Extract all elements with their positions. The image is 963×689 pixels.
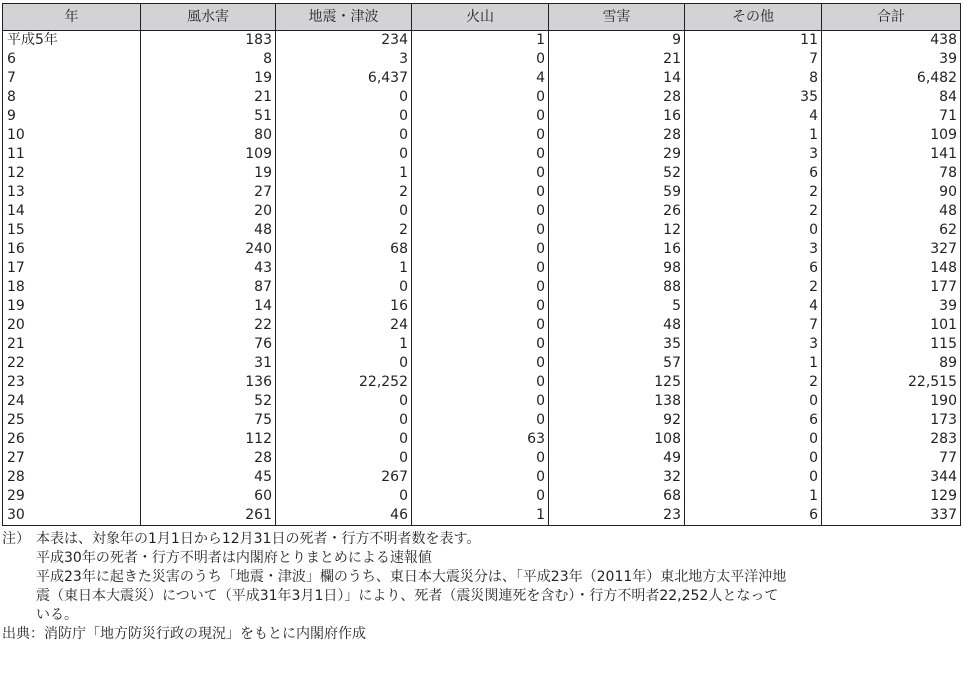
cell-storm-flood: 60 — [141, 487, 276, 506]
table-row — [3, 449, 961, 468]
cell-storm-flood: 112 — [141, 430, 276, 449]
cell-snow: 88 — [549, 278, 685, 297]
cell-storm-flood: 136 — [141, 373, 276, 392]
cell-other: 6 — [685, 506, 822, 526]
note-line-2: 平成30年の死者・行方不明者は内閣府とりまとめによる速報値 — [36, 550, 432, 566]
cell-year: 17 — [3, 259, 141, 278]
cell-earthquake-tsunami: 22,252 — [276, 373, 412, 392]
table-row — [3, 126, 961, 145]
cell-volcano: 0 — [412, 126, 549, 145]
cell-year: 8 — [3, 88, 141, 107]
cell-earthquake-tsunami: 24 — [276, 316, 412, 335]
cell-other: 6 — [685, 164, 822, 183]
cell-year: 21 — [3, 335, 141, 354]
table-row — [3, 297, 961, 316]
cell-other: 0 — [685, 468, 822, 487]
cell-snow: 35 — [549, 335, 685, 354]
cell-year: 26 — [3, 430, 141, 449]
source-label: 出典： — [2, 626, 44, 642]
note-line-3: 平成23年に起きた災害のうち「地震・津波」欄のうち、東日本大震災分は、「平成23年（2011年）東北地方太平洋沖地 — [36, 569, 787, 585]
cell-total: 177 — [822, 278, 961, 297]
cell-volcano: 0 — [412, 240, 549, 259]
cell-storm-flood: 8 — [141, 50, 276, 69]
cell-storm-flood: 48 — [141, 221, 276, 240]
cell-total: 344 — [822, 468, 961, 487]
table-row — [3, 373, 961, 392]
note-label: 注） — [2, 531, 30, 547]
cell-total: 90 — [822, 183, 961, 202]
table-row — [3, 468, 961, 487]
cell-total: 71 — [822, 107, 961, 126]
cell-snow: 52 — [549, 164, 685, 183]
cell-snow: 98 — [549, 259, 685, 278]
cell-earthquake-tsunami: 6,437 — [276, 69, 412, 88]
cell-total: 77 — [822, 449, 961, 468]
cell-year: 平成5年 — [3, 31, 141, 51]
cell-earthquake-tsunami: 1 — [276, 164, 412, 183]
cell-total: 141 — [822, 145, 961, 164]
cell-total: 190 — [822, 392, 961, 411]
cell-total: 337 — [822, 506, 961, 526]
cell-total: 148 — [822, 259, 961, 278]
cell-storm-flood: 20 — [141, 202, 276, 221]
cell-earthquake-tsunami: 2 — [276, 221, 412, 240]
cell-snow: 57 — [549, 354, 685, 373]
table-row — [3, 259, 961, 278]
cell-volcano: 0 — [412, 221, 549, 240]
cell-earthquake-tsunami: 0 — [276, 392, 412, 411]
cell-other: 2 — [685, 373, 822, 392]
disaster-casualty-table — [2, 3, 961, 526]
cell-volcano: 0 — [412, 411, 549, 430]
cell-volcano: 0 — [412, 88, 549, 107]
table-row — [3, 145, 961, 164]
cell-earthquake-tsunami: 0 — [276, 278, 412, 297]
cell-total: 115 — [822, 335, 961, 354]
cell-other: 8 — [685, 69, 822, 88]
header-other: その他 — [685, 4, 822, 31]
header-snow: 雪害 — [549, 4, 685, 31]
cell-volcano: 0 — [412, 50, 549, 69]
cell-volcano: 0 — [412, 316, 549, 335]
table-row — [3, 183, 961, 202]
cell-other: 0 — [685, 449, 822, 468]
cell-total: 173 — [822, 411, 961, 430]
cell-earthquake-tsunami: 0 — [276, 487, 412, 506]
cell-volcano: 0 — [412, 297, 549, 316]
cell-other: 2 — [685, 278, 822, 297]
header-total: 合計 — [822, 4, 961, 31]
note-body — [36, 530, 960, 625]
cell-storm-flood: 27 — [141, 183, 276, 202]
table-row — [3, 487, 961, 506]
cell-snow: 28 — [549, 126, 685, 145]
cell-storm-flood: 51 — [141, 107, 276, 126]
cell-storm-flood: 14 — [141, 297, 276, 316]
cell-earthquake-tsunami: 0 — [276, 354, 412, 373]
cell-snow: 5 — [549, 297, 685, 316]
cell-other: 6 — [685, 411, 822, 430]
cell-total: 6,482 — [822, 69, 961, 88]
cell-volcano: 0 — [412, 107, 549, 126]
cell-total: 109 — [822, 126, 961, 145]
cell-snow: 108 — [549, 430, 685, 449]
cell-snow: 125 — [549, 373, 685, 392]
table-row — [3, 88, 961, 107]
cell-volcano: 0 — [412, 278, 549, 297]
cell-earthquake-tsunami: 0 — [276, 126, 412, 145]
cell-volcano: 0 — [412, 145, 549, 164]
cell-year: 29 — [3, 487, 141, 506]
cell-total: 48 — [822, 202, 961, 221]
source-text: 消防庁「地方防災行政の現況」をもとに内閣府作成 — [44, 626, 366, 642]
cell-earthquake-tsunami: 0 — [276, 88, 412, 107]
cell-snow: 9 — [549, 31, 685, 51]
cell-earthquake-tsunami: 0 — [276, 430, 412, 449]
cell-other: 0 — [685, 221, 822, 240]
cell-storm-flood: 80 — [141, 126, 276, 145]
table-row — [3, 31, 961, 51]
cell-snow: 138 — [549, 392, 685, 411]
cell-year: 7 — [3, 69, 141, 88]
cell-total: 39 — [822, 50, 961, 69]
cell-storm-flood: 43 — [141, 259, 276, 278]
cell-other: 2 — [685, 183, 822, 202]
cell-volcano: 63 — [412, 430, 549, 449]
cell-snow: 49 — [549, 449, 685, 468]
cell-earthquake-tsunami: 1 — [276, 259, 412, 278]
cell-storm-flood: 21 — [141, 88, 276, 107]
cell-total: 101 — [822, 316, 961, 335]
table-row — [3, 335, 961, 354]
cell-other: 1 — [685, 487, 822, 506]
header-year: 年 — [3, 4, 141, 31]
cell-earthquake-tsunami: 0 — [276, 202, 412, 221]
cell-storm-flood: 45 — [141, 468, 276, 487]
cell-year: 10 — [3, 126, 141, 145]
cell-snow: 16 — [549, 240, 685, 259]
cell-total: 22,515 — [822, 373, 961, 392]
cell-volcano: 0 — [412, 373, 549, 392]
cell-volcano: 4 — [412, 69, 549, 88]
cell-snow: 28 — [549, 88, 685, 107]
header-earthquake-tsunami: 地震・津波 — [276, 4, 412, 31]
table-row — [3, 50, 961, 69]
note-line-5: いる。 — [36, 607, 78, 623]
cell-snow: 32 — [549, 468, 685, 487]
cell-volcano: 0 — [412, 183, 549, 202]
cell-year: 13 — [3, 183, 141, 202]
cell-storm-flood: 261 — [141, 506, 276, 526]
cell-year: 12 — [3, 164, 141, 183]
cell-other: 0 — [685, 392, 822, 411]
cell-volcano: 0 — [412, 259, 549, 278]
cell-earthquake-tsunami: 16 — [276, 297, 412, 316]
cell-storm-flood: 28 — [141, 449, 276, 468]
cell-earthquake-tsunami: 46 — [276, 506, 412, 526]
cell-year: 27 — [3, 449, 141, 468]
cell-total: 62 — [822, 221, 961, 240]
cell-snow: 48 — [549, 316, 685, 335]
cell-earthquake-tsunami: 0 — [276, 449, 412, 468]
table-row — [3, 107, 961, 126]
cell-earthquake-tsunami: 3 — [276, 50, 412, 69]
cell-storm-flood: 109 — [141, 145, 276, 164]
cell-year: 22 — [3, 354, 141, 373]
table-row — [3, 316, 961, 335]
cell-earthquake-tsunami: 1 — [276, 335, 412, 354]
cell-total: 39 — [822, 297, 961, 316]
cell-snow: 14 — [549, 69, 685, 88]
table-row — [3, 392, 961, 411]
document — [2, 3, 960, 644]
cell-volcano: 0 — [412, 392, 549, 411]
cell-year: 14 — [3, 202, 141, 221]
cell-volcano: 0 — [412, 487, 549, 506]
cell-year: 11 — [3, 145, 141, 164]
table-row — [3, 278, 961, 297]
cell-volcano: 0 — [412, 335, 549, 354]
cell-year: 24 — [3, 392, 141, 411]
cell-storm-flood: 19 — [141, 164, 276, 183]
cell-volcano: 0 — [412, 164, 549, 183]
cell-volcano: 0 — [412, 354, 549, 373]
cell-storm-flood: 52 — [141, 392, 276, 411]
cell-other: 6 — [685, 259, 822, 278]
cell-year: 15 — [3, 221, 141, 240]
cell-snow: 23 — [549, 506, 685, 526]
cell-other: 7 — [685, 316, 822, 335]
cell-earthquake-tsunami: 0 — [276, 107, 412, 126]
cell-year: 23 — [3, 373, 141, 392]
table-row — [3, 221, 961, 240]
cell-snow: 29 — [549, 145, 685, 164]
cell-other: 3 — [685, 335, 822, 354]
cell-earthquake-tsunami: 68 — [276, 240, 412, 259]
cell-total: 129 — [822, 487, 961, 506]
header-volcano: 火山 — [412, 4, 549, 31]
cell-volcano: 0 — [412, 449, 549, 468]
cell-total: 283 — [822, 430, 961, 449]
cell-year: 28 — [3, 468, 141, 487]
cell-storm-flood: 19 — [141, 69, 276, 88]
cell-snow: 16 — [549, 107, 685, 126]
cell-year: 18 — [3, 278, 141, 297]
cell-storm-flood: 31 — [141, 354, 276, 373]
cell-other: 7 — [685, 50, 822, 69]
cell-year: 16 — [3, 240, 141, 259]
cell-volcano: 1 — [412, 506, 549, 526]
cell-other: 2 — [685, 202, 822, 221]
cell-total: 78 — [822, 164, 961, 183]
note-line-4: 震（東日本大震災）について（平成31年3月1日）」により、死者（震災関連死を含む）・行方不明者22,252人となって — [36, 588, 779, 604]
cell-snow: 68 — [549, 487, 685, 506]
table-row — [3, 354, 961, 373]
cell-other: 3 — [685, 240, 822, 259]
cell-storm-flood: 76 — [141, 335, 276, 354]
header-row — [3, 4, 961, 31]
cell-snow: 26 — [549, 202, 685, 221]
table-header — [3, 4, 961, 31]
cell-volcano: 0 — [412, 468, 549, 487]
notes — [2, 530, 960, 644]
cell-year: 9 — [3, 107, 141, 126]
cell-earthquake-tsunami: 0 — [276, 411, 412, 430]
cell-year: 6 — [3, 50, 141, 69]
cell-other: 1 — [685, 126, 822, 145]
table-row — [3, 506, 961, 526]
table-row — [3, 202, 961, 221]
cell-snow: 21 — [549, 50, 685, 69]
cell-year: 20 — [3, 316, 141, 335]
cell-snow: 92 — [549, 411, 685, 430]
table-row — [3, 430, 961, 449]
cell-other: 1 — [685, 354, 822, 373]
cell-other: 11 — [685, 31, 822, 51]
header-storm-flood: 風水害 — [141, 4, 276, 31]
cell-year: 25 — [3, 411, 141, 430]
table-body — [3, 31, 961, 526]
cell-year: 30 — [3, 506, 141, 526]
cell-earthquake-tsunami: 0 — [276, 145, 412, 164]
cell-volcano: 1 — [412, 31, 549, 51]
cell-storm-flood: 183 — [141, 31, 276, 51]
cell-total: 327 — [822, 240, 961, 259]
note-block — [2, 530, 960, 625]
cell-other: 3 — [685, 145, 822, 164]
source-line — [2, 625, 960, 644]
note-line-1: 本表は、対象年の1月1日から12月31日の死者・行方不明者数を表す。 — [36, 531, 481, 547]
cell-total: 84 — [822, 88, 961, 107]
table-row — [3, 411, 961, 430]
cell-storm-flood: 75 — [141, 411, 276, 430]
cell-snow: 59 — [549, 183, 685, 202]
cell-earthquake-tsunami: 267 — [276, 468, 412, 487]
cell-total: 89 — [822, 354, 961, 373]
table-row — [3, 69, 961, 88]
cell-storm-flood: 22 — [141, 316, 276, 335]
cell-snow: 12 — [549, 221, 685, 240]
cell-other: 0 — [685, 430, 822, 449]
cell-total: 438 — [822, 31, 961, 51]
cell-earthquake-tsunami: 2 — [276, 183, 412, 202]
cell-volcano: 0 — [412, 202, 549, 221]
table-row — [3, 164, 961, 183]
table-row — [3, 240, 961, 259]
cell-earthquake-tsunami: 234 — [276, 31, 412, 51]
cell-other: 35 — [685, 88, 822, 107]
cell-year: 19 — [3, 297, 141, 316]
cell-other: 4 — [685, 297, 822, 316]
cell-storm-flood: 87 — [141, 278, 276, 297]
cell-storm-flood: 240 — [141, 240, 276, 259]
cell-other: 4 — [685, 107, 822, 126]
